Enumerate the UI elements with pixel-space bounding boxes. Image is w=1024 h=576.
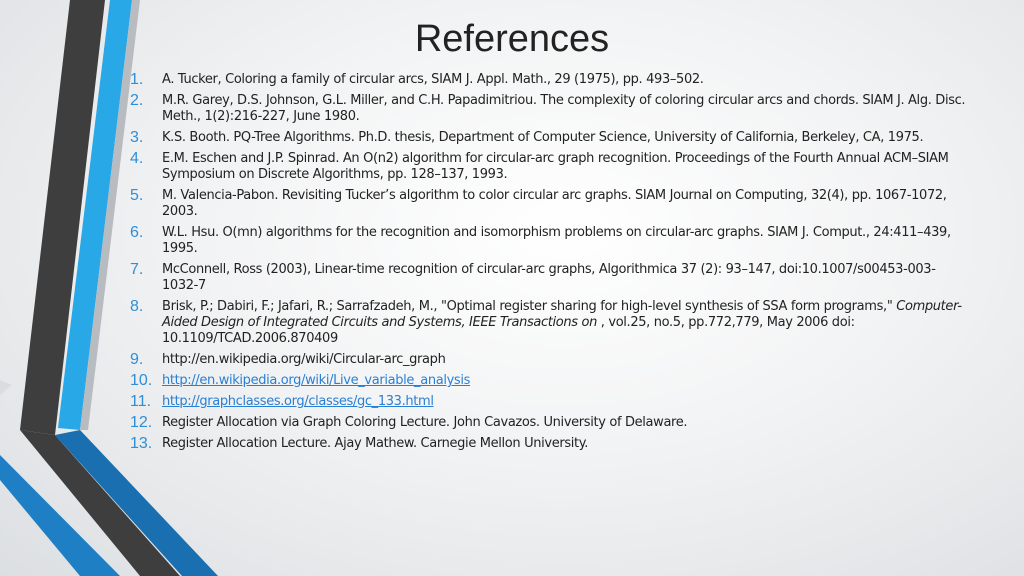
reference-text: A. Tucker, Coloring a family of circular arcs, SIAM J. Appl. Math., 29 (1975), pp. 493–502.	[162, 72, 704, 87]
reference-number: 7.	[130, 261, 144, 278]
reference-journal-title: Computer-Aided Design of Integrated Circuits and Systems, IEEE Transactions on	[162, 299, 962, 330]
reference-item	[130, 373, 970, 389]
reference-text: K.S. Booth. PQ-Tree Algorithms. Ph.D. thesis, Department of Computer Science, University of California, Berkeley, CA, 1975.	[162, 130, 924, 145]
reference-number: 4.	[130, 150, 144, 167]
reference-list	[130, 72, 970, 457]
light-accent	[0, 380, 12, 395]
reference-item	[130, 262, 970, 294]
reference-link[interactable]: http://en.wikipedia.org/wiki/Live_variable_analysis	[162, 373, 471, 388]
reference-number: 1.	[130, 71, 144, 88]
reference-text	[162, 394, 970, 410]
reference-item	[130, 394, 970, 410]
reference-text: M.R. Garey, D.S. Johnson, G.L. Miller, and C.H. Papadimitriou. The complexity of coloring circular arcs and chords. SIAM J. Alg. Disc. Meth., 1(2):216-227, June 1980.	[162, 93, 966, 124]
reference-item	[130, 225, 970, 257]
reference-text: http://en.wikipedia.org/wiki/Circular-arc_graph	[162, 352, 446, 367]
reference-number: 13.	[130, 435, 153, 452]
reference-item	[130, 93, 970, 125]
reference-item	[130, 352, 970, 368]
reference-text: Register Allocation via Graph Coloring Lecture. John Cavazos. University of Delaware.	[162, 415, 688, 430]
reference-item	[130, 151, 970, 183]
reference-text: McConnell, Ross (2003), Linear-time recognition of circular-arc graphs, Algorithmica 37 (2): 93–147, doi:10.1007/s00453-003-1032-7	[162, 262, 936, 293]
page-title: References	[414, 18, 610, 60]
reference-text: W.L. Hsu. O(mn) algorithms for the recognition and isomorphism problems on circular-arc graphs. SIAM J. Comput., 24:411–439, 1995.	[162, 225, 951, 256]
reference-item	[130, 188, 970, 220]
reference-number: 9.	[130, 351, 144, 368]
reference-number: 8.	[130, 298, 144, 315]
reference-text-part: Brisk, P.; Dabiri, F.; Jafari, R.; Sarrafzadeh, M., "Optimal register sharing for high-level synthesis of SSA form programs,"	[162, 299, 897, 314]
reference-text: M. Valencia-Pabon. Revisiting Tucker’s algorithm to color circular arc graphs. SIAM Journal on Computing, 32(4), pp. 1067-1072, 2003.	[162, 188, 947, 219]
reference-link[interactable]: http://graphclasses.org/classes/gc_133.html	[162, 394, 434, 409]
reference-text-part: , vol.25, no.5, pp.772,779, May 2006 doi: 10.1109/TCAD.2006.870409	[162, 315, 855, 346]
reference-item	[130, 415, 970, 431]
reference-number: 2.	[130, 92, 144, 109]
reference-text	[162, 373, 970, 389]
reference-item	[130, 299, 970, 347]
reference-number: 3.	[130, 129, 144, 146]
reference-text: E.M. Eschen and J.P. Spinrad. An O(n2) algorithm for circular-arc graph recognition. Proceedings of the Fourth Annual ACM–SIAM Symposium on Discrete Algorithms, pp. 128–137, 1993.	[162, 151, 949, 182]
reference-item	[130, 130, 970, 146]
reference-item	[130, 436, 970, 452]
reference-number: 12.	[130, 414, 153, 431]
reference-number: 10.	[130, 372, 153, 389]
reference-item	[130, 72, 970, 88]
reference-number: 6.	[130, 224, 144, 241]
reference-text: Register Allocation Lecture. Ajay Mathew. Carnegie Mellon University.	[162, 436, 589, 451]
reference-text	[162, 299, 970, 347]
reference-number: 5.	[130, 187, 144, 204]
reference-number: 11.	[130, 393, 152, 410]
